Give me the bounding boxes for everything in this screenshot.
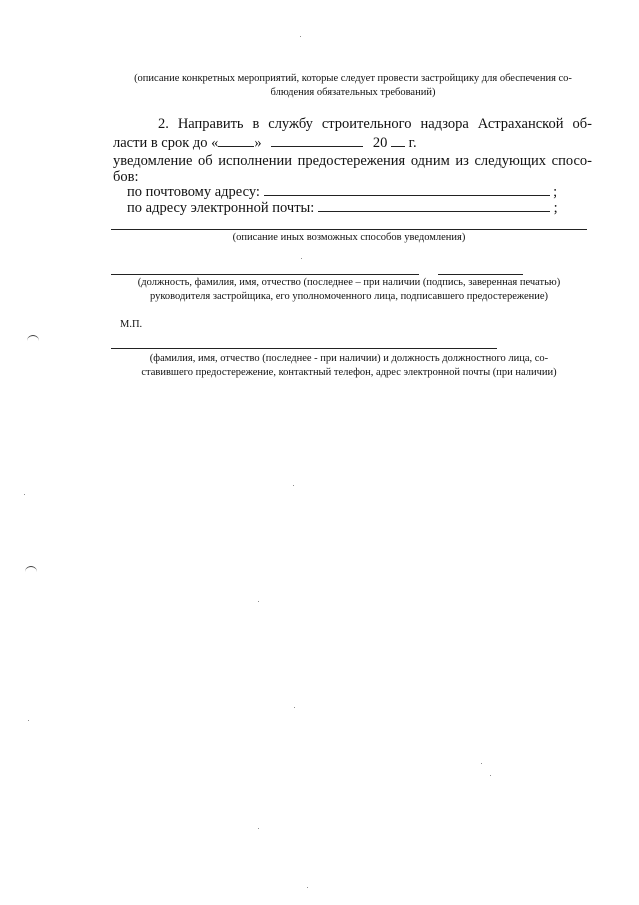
other-methods-rule bbox=[111, 229, 587, 230]
day-blank bbox=[218, 134, 254, 147]
measures-caption bbox=[108, 72, 598, 100]
postal-address-label: по почтовому адресу: bbox=[127, 184, 260, 200]
email-address-blank bbox=[318, 199, 550, 212]
measures-caption-line-2: блюдения обязательных требований) bbox=[270, 87, 436, 98]
other-methods-caption: (описание иных возможных способов уведомления) bbox=[232, 232, 466, 243]
scan-speck bbox=[258, 601, 259, 602]
item-2-word: надзора bbox=[420, 116, 469, 132]
deadline-quote-close: » bbox=[254, 135, 262, 151]
postal-address-blank bbox=[264, 183, 550, 196]
signature-rule bbox=[438, 274, 523, 275]
scan-speck bbox=[301, 258, 302, 259]
position-name-rule bbox=[111, 274, 419, 275]
item-2-word: в bbox=[252, 116, 260, 132]
year-blank bbox=[391, 134, 405, 147]
official-caption-line-1: (фамилия, имя, отчество (последнее - при наличии) и должность должностного лица, со- bbox=[149, 353, 549, 364]
scan-speck bbox=[490, 775, 491, 776]
item-2-line-3: уведомление об исполнении предостережения одним из следующих спосо- bbox=[113, 153, 592, 169]
scan-mark bbox=[25, 566, 37, 573]
scan-speck bbox=[300, 36, 301, 37]
email-address-label: по адресу электронной почты: bbox=[127, 200, 315, 216]
email-address-row bbox=[127, 199, 558, 218]
scan-mark bbox=[27, 335, 39, 342]
scan-speck bbox=[24, 494, 25, 495]
postal-address-end: ; bbox=[553, 184, 558, 200]
official-rule bbox=[111, 348, 497, 349]
item-2-line-4: бов: bbox=[113, 169, 139, 185]
item-2-word: Направить bbox=[177, 116, 244, 132]
deadline-prefix: ласти в срок до « bbox=[113, 135, 219, 151]
scan-speck bbox=[481, 763, 482, 764]
scan-speck bbox=[293, 485, 294, 486]
item-2-word: об- bbox=[572, 116, 592, 132]
email-address-end: ; bbox=[553, 200, 558, 216]
signature-caption bbox=[111, 276, 587, 304]
official-caption-line-2: ставившего предостережение, контактный телефон, адрес электронной почты (при наличии) bbox=[141, 367, 557, 378]
scan-speck bbox=[307, 887, 308, 888]
month-blank bbox=[271, 134, 363, 147]
scan-speck bbox=[258, 828, 259, 829]
year-prefix: 20 bbox=[372, 135, 388, 151]
item-2-word: строительного bbox=[321, 116, 412, 132]
item-2-line-1 bbox=[158, 115, 592, 134]
signature-caption-line-1: (должность, фамилия, имя, отчество (последнее – при наличии (подпись, заверенная печатью) bbox=[137, 277, 561, 288]
measures-caption-line-1: (описание конкретных мероприятий, которые следует провести застройщику для обеспечения со- bbox=[134, 73, 572, 84]
year-suffix: г. bbox=[408, 135, 417, 151]
item-2-line-2 bbox=[113, 134, 417, 153]
official-caption bbox=[111, 352, 587, 380]
signature-caption-line-2: руководителя застройщика, его уполномоченного лица, подписавшего предостережение) bbox=[149, 291, 549, 302]
scan-speck bbox=[294, 707, 295, 708]
scan-speck bbox=[28, 720, 29, 721]
item-2-number: 2. bbox=[158, 116, 169, 132]
item-2-word: службу bbox=[268, 116, 313, 132]
stamp-label: М.П. bbox=[120, 319, 143, 330]
item-2-word: Астраханской bbox=[477, 116, 564, 132]
